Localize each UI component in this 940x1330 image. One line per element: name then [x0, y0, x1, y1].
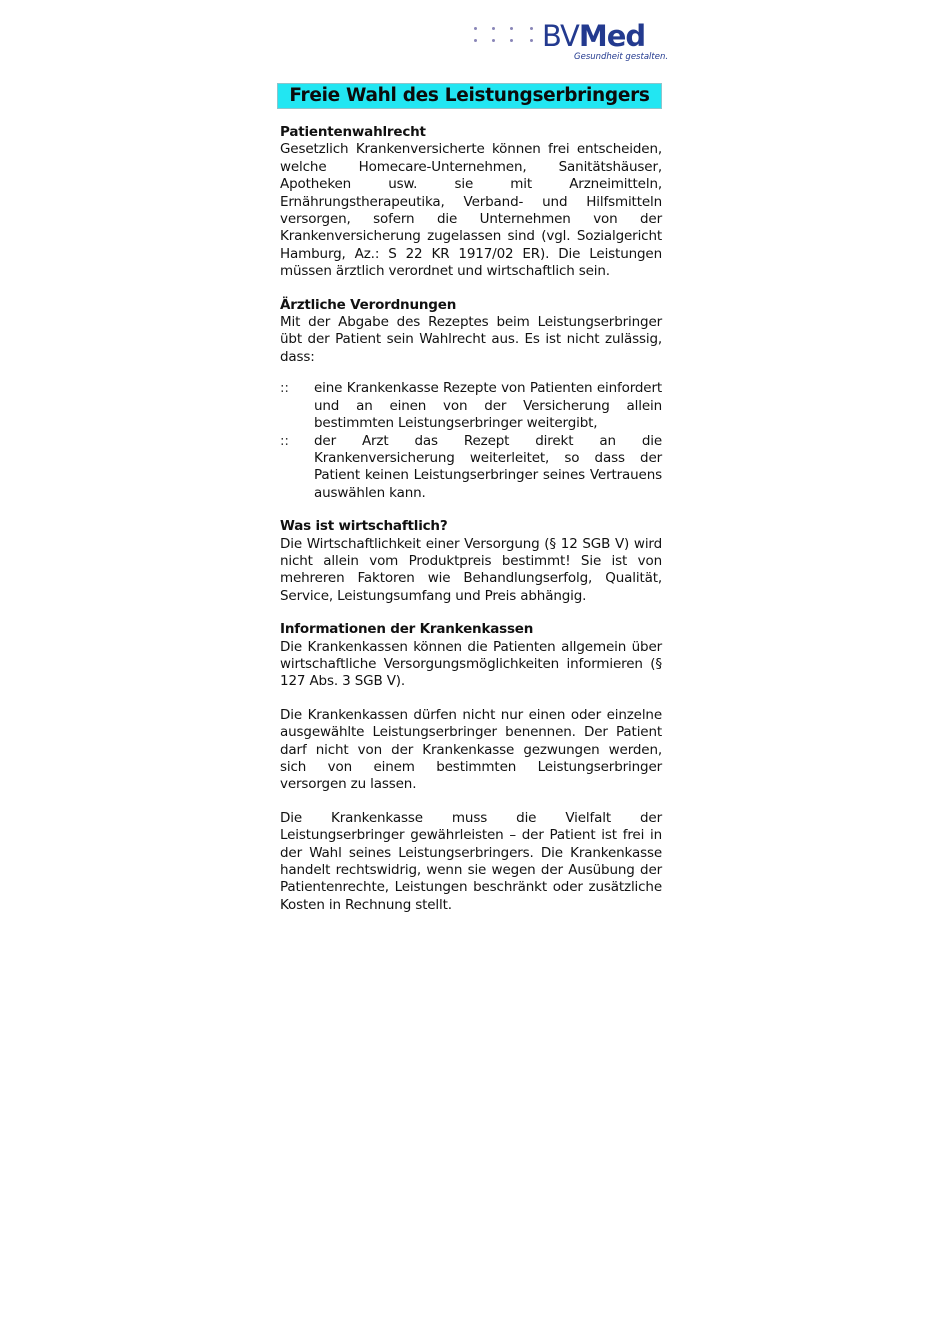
section-aerztliche-verordnungen [280, 297, 662, 502]
logo-wordmark [542, 21, 645, 51]
page-title: Freie Wahl des Leistungserbringers [289, 85, 650, 106]
section-paragraph: Gesetzlich Krankenversicherte können frei entscheiden, welche Homecare-Unternehmen, Sanitätshäuser, Apotheken usw. sie mit Arzneimitteln, Ernährungstherapeutika, Verband- und Hilfsmitteln versorgen, sofern die Unternehmen von der Krankenversicherung zugelassen sind (vgl. Sozialgericht Hamburg, Az.: S 22 KR 1917/02 ER). Die Leistungen müssen ärztlich verordnet und wirtschaftlich sein. [280, 141, 662, 280]
bullet-marker-icon: :: [280, 432, 289, 449]
logo-tagline: Gesundheit gestalten. [574, 52, 669, 62]
section-heading: Ärztliche Verordnungen [280, 296, 457, 313]
logo-dots-icon [474, 27, 544, 49]
section-paragraph: Die Wirtschaftlichkeit einer Versorgung (§ 12 SGB V) wird nicht allein vom Produktpreis bestimmt! Sie ist von mehreren Faktoren wie Behandlungserfolg, Qualität, Service, Leistungsumfang und Preis abhängig. [280, 535, 662, 604]
section-paragraph: Die Krankenkasse muss die Vielfalt der Leistungserbringer gewährleisten – der Patient ist frei in der Wahl seines Leistungserbringers. Die Krankenkasse handelt rechtswidrig, wenn sie wegen der Ausübung der Patientenrechte, Leistungen beschränkt oder zusätzliche Kosten in Rechnung stellt. [280, 809, 662, 913]
list-item-text: eine Krankenkasse Rezepte von Patienten einfordert und an einen von der Versicherung allein bestimmten Leistungserbringer weitergibt, [314, 380, 662, 432]
section-paragraph: Mit der Abgabe des Rezeptes beim Leistungserbringer übt der Patient sein Wahlrecht aus. Es ist nicht zulässig, dass: [280, 314, 662, 365]
section-paragraph: Die Krankenkassen können die Patienten allgemein über wirtschaftliche Versorgungsmöglichkeiten informieren (§ 127 Abs. 3 SGB V). [280, 638, 662, 690]
list-item-text: der Arzt das Rezept direkt an die Krankenversicherung weiterleitet, so dass der Patient keinen Leistungserbringer seines Vertrauens auswählen kann. [314, 432, 662, 501]
section-informationen-krankenkassen [280, 621, 662, 914]
bullet-marker-icon: :: [280, 380, 289, 397]
logo-wordmark-med: Med [578, 19, 646, 53]
section-wirtschaftlich [280, 518, 662, 605]
list-item [280, 433, 662, 503]
title-banner [277, 83, 662, 109]
bvmed-logo [468, 18, 678, 66]
bullet-list [280, 380, 662, 502]
section-patientenwahlrecht [280, 124, 662, 281]
section-heading: Patientenwahlrecht [280, 124, 426, 140]
document-body [280, 124, 662, 914]
list-item [280, 380, 662, 432]
section-paragraph: Die Krankenkassen dürfen nicht nur einen oder einzelne ausgewählte Leistungserbringer benennen. Der Patient darf nicht von der Krankenkasse gezwungen werden, sich von einem bestimmten Leistungserbringer versorgen zu lassen. [280, 706, 662, 793]
logo-wordmark-bv: BV [542, 19, 579, 53]
section-heading: Was ist wirtschaftlich? [280, 518, 448, 535]
section-heading: Informationen der Krankenkassen [280, 621, 534, 638]
